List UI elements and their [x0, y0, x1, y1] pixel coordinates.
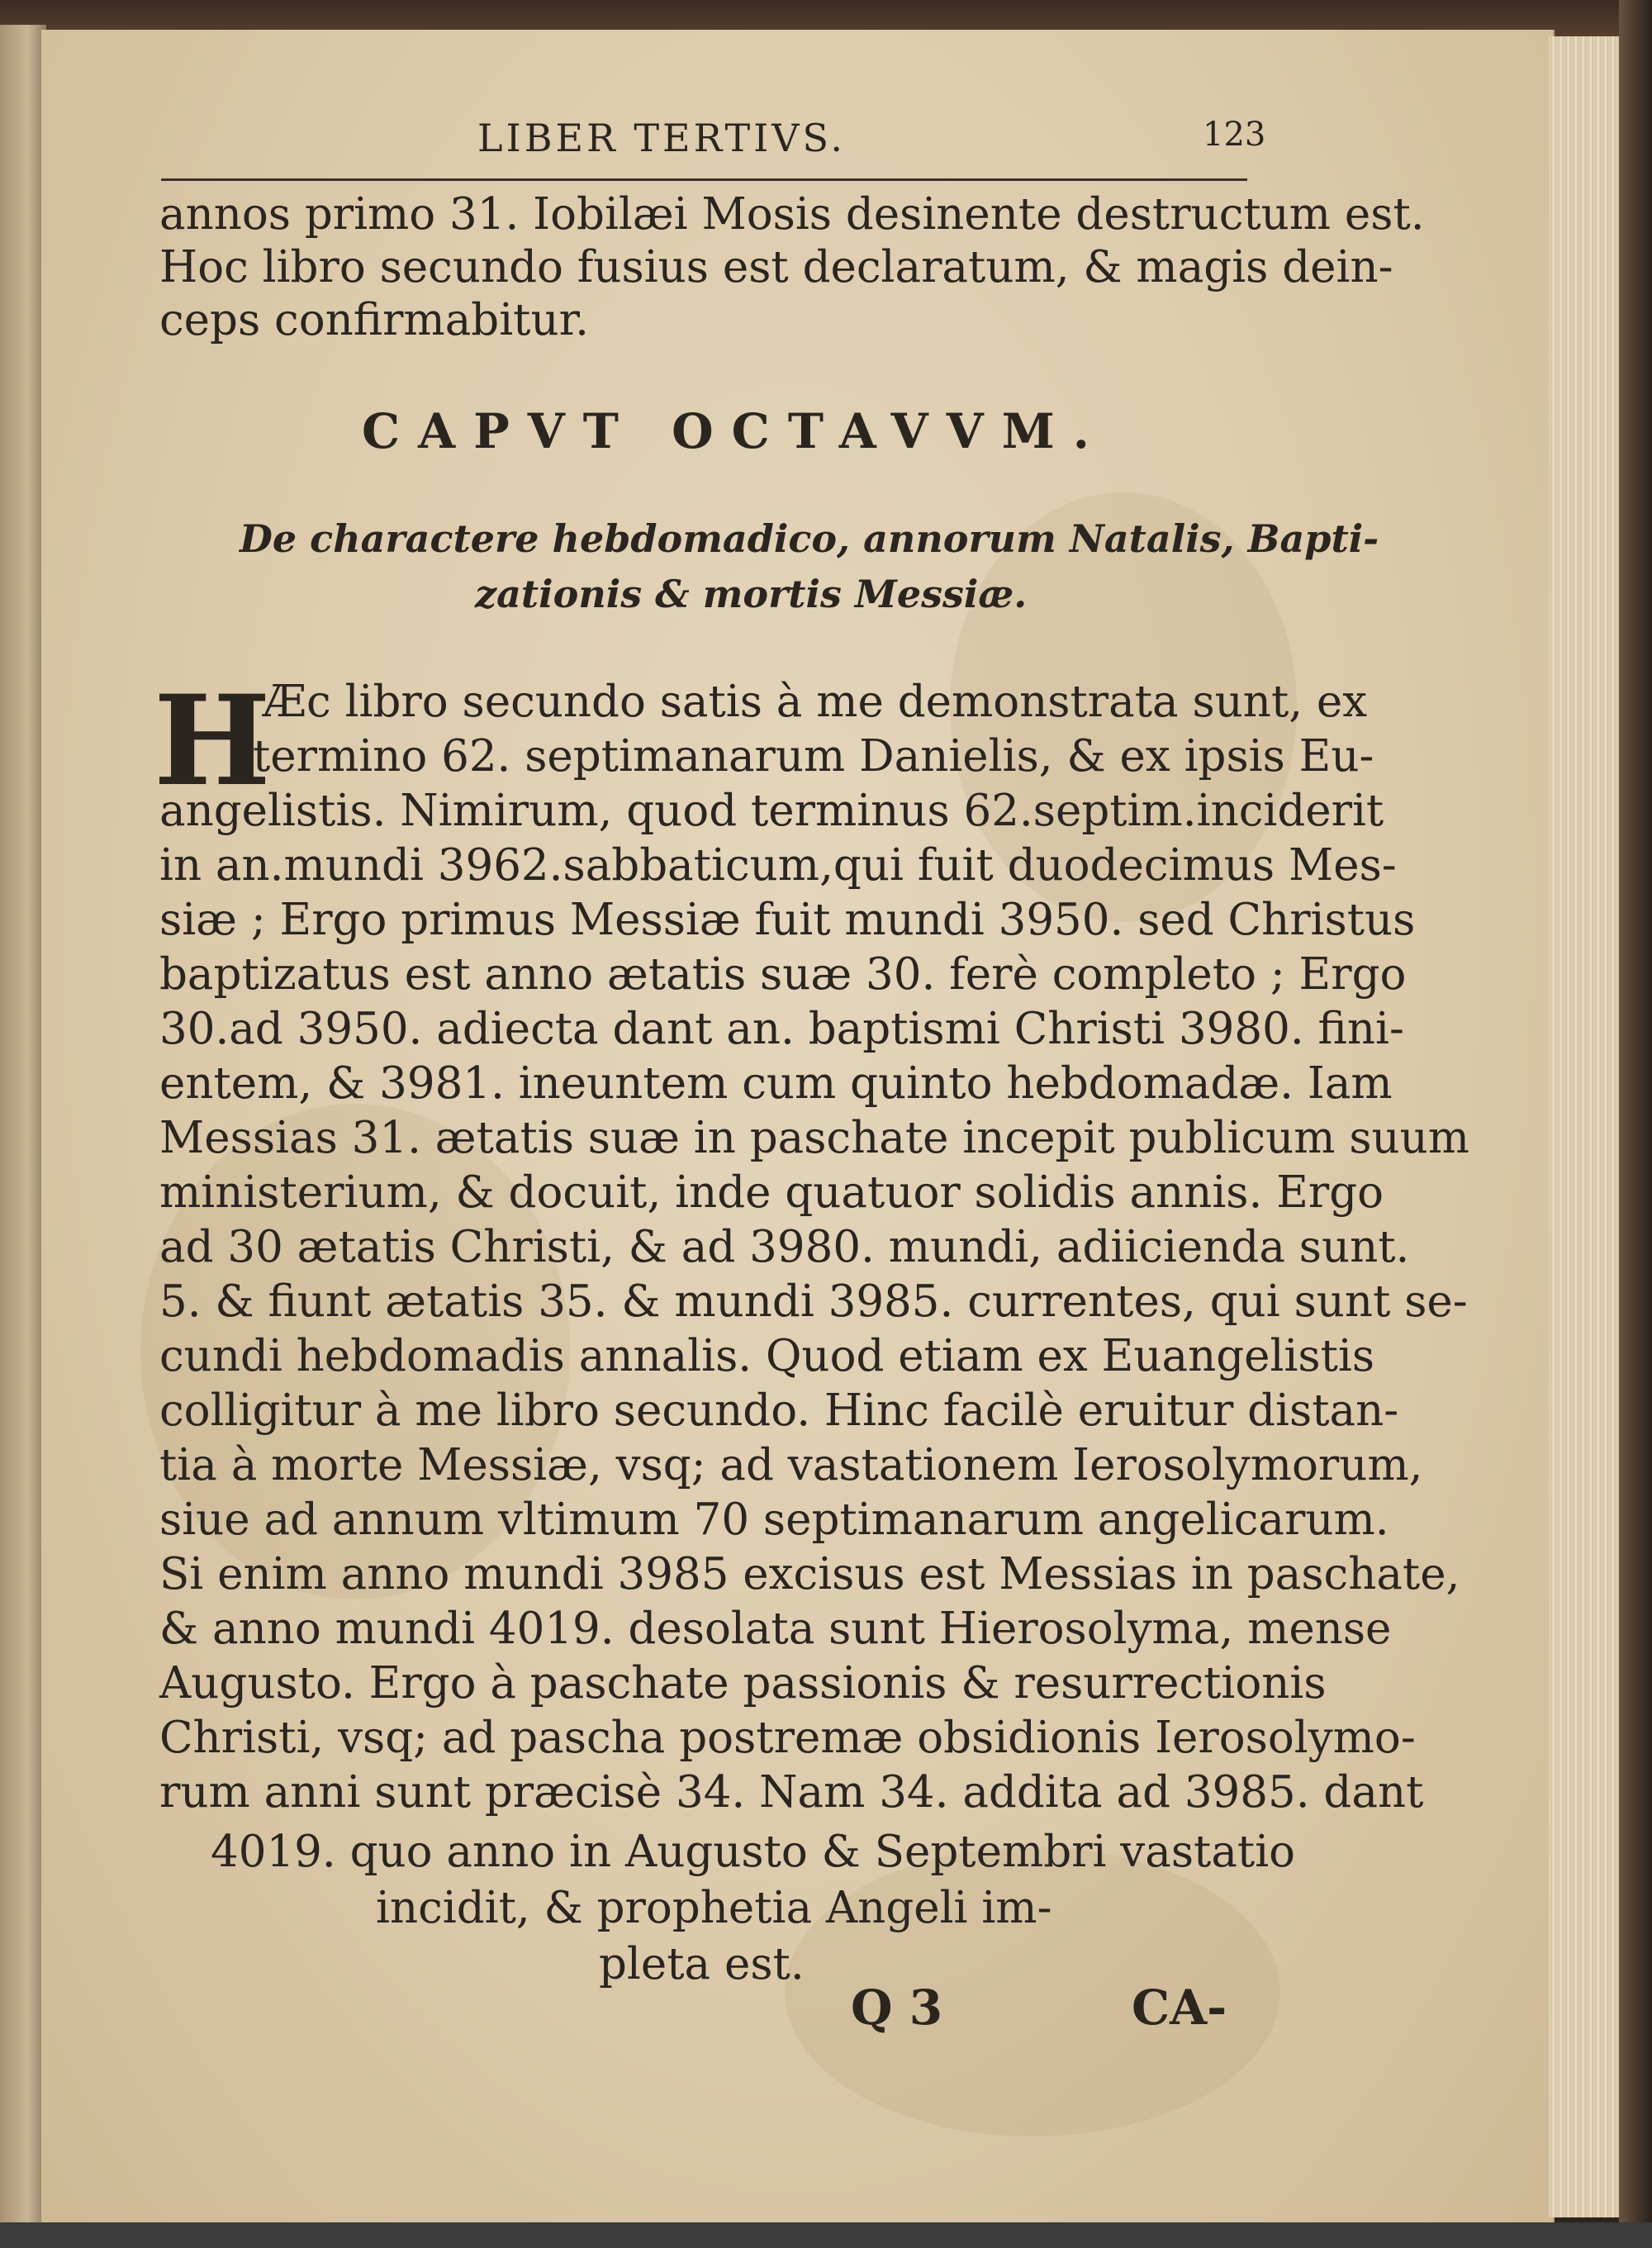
body-line: Christi, vsq; ad pascha postremæ obsidionis Ierosolymo-: [159, 1713, 1416, 1763]
body-line: termino 62. septimanarum Danielis, & ex ipsis Eu-: [253, 731, 1374, 782]
intro-line-3: ceps confirmabitur.: [159, 295, 589, 345]
scan-bed-bottom: [0, 2222, 1652, 2248]
body-line: tia à morte Messiæ, vsq; ad vastationem Ierosolymorum,: [159, 1440, 1423, 1490]
body-line: & anno mundi 4019. desolata sunt Hierosolyma, mense: [159, 1604, 1392, 1654]
body-line: ministerium, & docuit, inde quatuor solidis annis. Ergo: [159, 1167, 1384, 1218]
header-rule: [161, 178, 1247, 181]
drop-cap: H: [154, 668, 271, 814]
page-number: 123: [1203, 116, 1266, 154]
body-line: entem, & 3981. ineuntem cum quinto hebdomadæ. Iam: [159, 1058, 1393, 1109]
chapter-subtitle-line-1: De charactere hebdomadico, annorum Natalis, Bapti-: [240, 516, 1379, 561]
closing-line-3: pleta est.: [599, 1939, 805, 1989]
body-line: siæ ; Ergo primus Messiæ fuit mundi 3950. sed Christus: [159, 895, 1416, 945]
facing-page-edge: [0, 25, 46, 2222]
body-line: angelistis. Nimirum, quod terminus 62.septim.inciderit: [159, 786, 1384, 836]
body-line: in an.mundi 3962.sabbaticum,qui fuit duodecimus Mes-: [159, 840, 1397, 891]
chapter-heading: CAPVT OCTAVVM.: [362, 403, 1108, 459]
intro-line-1: annos primo 31. Iobilæi Mosis desinente destructum est.: [159, 189, 1425, 240]
closing-line-1: 4019. quo anno in Augusto & Septembri vastatio: [211, 1827, 1296, 1877]
page-edges: [1549, 36, 1623, 2217]
body-line: Messias 31. ætatis suæ in paschate incepit publicum suum: [159, 1113, 1470, 1163]
body-line: cundi hebdomadis annalis. Quod etiam ex Euangelistis: [159, 1331, 1375, 1381]
body-line: rum anni sunt præcisè 34. Nam 34. addita ad 3985. dant: [159, 1767, 1424, 1818]
page-header: [114, 116, 1266, 165]
body-line: Si enim anno mundi 3985 excisus est Messias in paschate,: [159, 1549, 1460, 1599]
chapter-subtitle-line-2: zationis & mortis Messiæ.: [475, 572, 1028, 616]
binding-right: [1619, 0, 1652, 2248]
closing-line-2: incidit, & prophetia Angeli im-: [376, 1883, 1052, 1933]
body-line: 5. & fiunt ætatis 35. & mundi 3985. currentes, qui sunt se-: [159, 1276, 1468, 1327]
signature-mark: Q 3: [851, 1979, 943, 2036]
intro-line-2: Hoc libro secundo fusius est declaratum, & magis dein-: [159, 242, 1393, 292]
catchword: CA-: [1132, 1979, 1227, 2036]
body-line: siue ad annum vltimum 70 septimanarum angelicarum.: [159, 1495, 1389, 1545]
body-line: colligitur à me libro secundo. Hinc facilè eruitur distan-: [159, 1385, 1399, 1436]
body-line: 30.ad 3950. adiecta dant an. baptismi Christi 3980. fini-: [159, 1004, 1404, 1054]
body-line: Augusto. Ergo à paschate passionis & resurrectionis: [159, 1658, 1327, 1709]
body-line: baptizatus est anno ætatis suæ 30. ferè completo ; Ergo: [159, 949, 1407, 1000]
running-head: LIBER TERTIVS.: [477, 116, 847, 160]
body-line: Æc libro secundo satis à me demonstrata sunt, ex: [263, 677, 1368, 727]
body-line: ad 30 ætatis Christi, & ad 3980. mundi, adiicienda sunt.: [159, 1222, 1410, 1272]
